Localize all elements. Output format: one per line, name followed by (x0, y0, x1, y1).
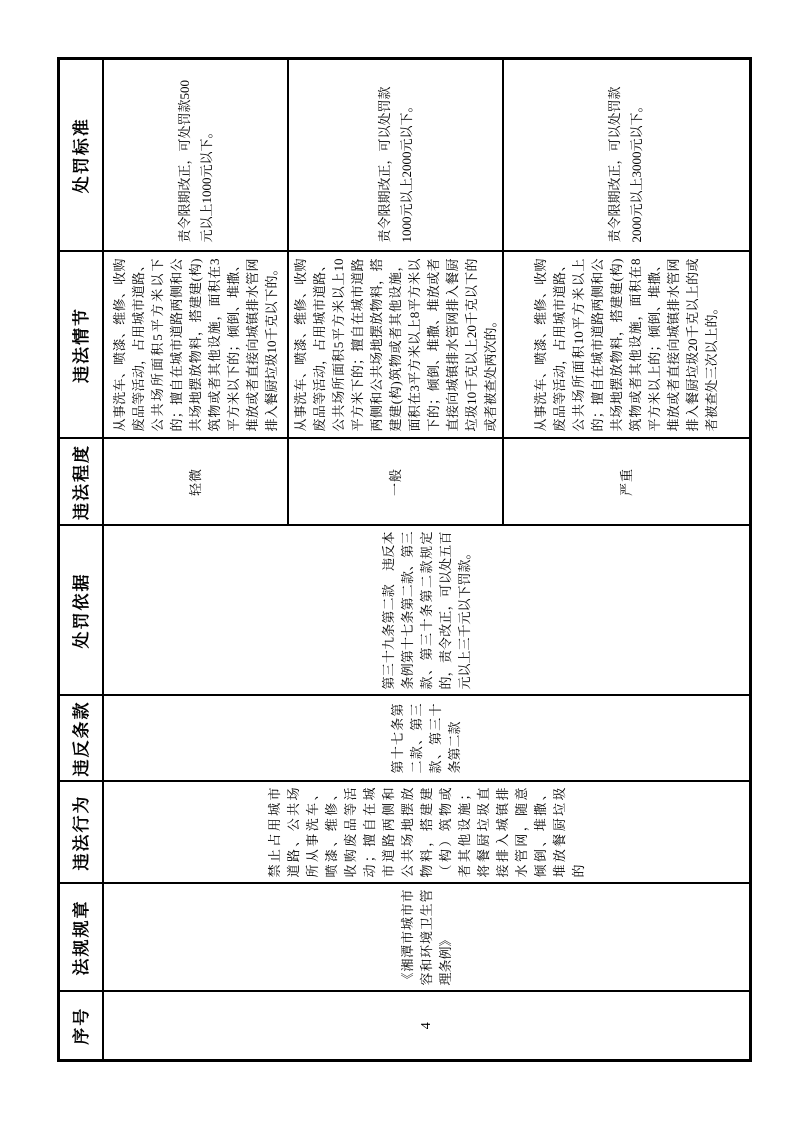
header-serial: 序号 (59, 992, 104, 1061)
header-standard: 处罚标准 (59, 59, 104, 252)
table-row-minor (103, 59, 288, 1061)
cell-circumstance-severe: 从事洗车、喷漆、维修、收购废品等活动，占用城市道路、公共场所面积10平方米以上的；擅自在城市道路两侧和公共场地摆放物料，搭建建(构)筑物或者其他设施，面积在8平方米以上的；倾倒、堆撒、堆放或者直接向城镇排水管网排入餐厨垃圾20千克以上的或者被查处三次以上的。 (503, 252, 750, 439)
cell-circumstance-general: 从事洗车、喷漆、维修、收购废品等活动，占用城市道路、公共场所面积5平方米以上10平方米下的；擅自在城市道路两侧和公共场地摆放物料，搭建建(构)筑物或者其他设施，面积在3平方米以上8平方米以下的；倾倒、堆撒、堆放或者直接向城镇排水管网排入餐厨垃圾10千克以上20千克以下的或者被查处两次的。 (288, 252, 503, 439)
cell-standard-general: 责令限期改正，可以处罚款1000元以上2000元以下。 (288, 59, 503, 252)
header-degree: 违法程度 (59, 439, 104, 526)
cell-degree-minor: 轻微 (103, 439, 288, 526)
rotated-regulation-table (57, 60, 735, 1062)
cell-violated-clause: 第十七条第二款、第三款、第三十条第二款 (103, 696, 750, 782)
cell-standard-minor: 责令限期改正，可处罚款500元以上1000元以下。 (103, 59, 288, 252)
header-illegal-act: 违法行为 (59, 782, 104, 884)
cell-illegal-act: 禁止占用城市道路、公共场所从事洗车、喷漆、维修、收购废品等活动；擅自在城市道路两侧和公共场地摆放物料，搭建建（构）筑物或者其他设施；将餐厨垃圾直接排入城镇排水管网，随意倾倒、堆撒、堆放餐厨垃圾的 (103, 782, 750, 884)
cell-circumstance-minor: 从事洗车、喷漆、维修、收购废品等活动，占用城市道路、公共场所面积5平方米以下的；擅自在城市道路两侧和公共场地摆放物料，搭建建(构)筑物或者其他设施，面积在3平方米以下的；倾倒、堆撒、堆放或者直接向城镇排水管网排入餐厨垃圾10千克以下的。 (103, 252, 288, 439)
cell-standard-severe: 责令限期改正，可以处罚款2000元以上3000元以下。 (503, 59, 750, 252)
header-regulation: 法规规章 (59, 884, 104, 992)
cell-regulation: 《湘潭市城市市容和环境卫生管理条例》 (103, 884, 750, 992)
cell-degree-general: 一般 (288, 439, 503, 526)
cell-degree-severe: 严重 (503, 439, 750, 526)
header-penalty-basis: 处罚依据 (59, 526, 104, 696)
header-violated-clause: 违反条款 (59, 696, 104, 782)
cell-penalty-basis: 第三十九条第二款 违反本条例第十七条第二款、第三款、第三十条第二款规定的，责令改正，可以处五百元以上三千元以下罚款。 (103, 526, 750, 696)
cell-serial-number: 4 (103, 992, 750, 1061)
header-circumstance: 违法情节 (59, 252, 104, 439)
penalty-standards-table (57, 57, 752, 1062)
header-row (59, 59, 104, 1061)
